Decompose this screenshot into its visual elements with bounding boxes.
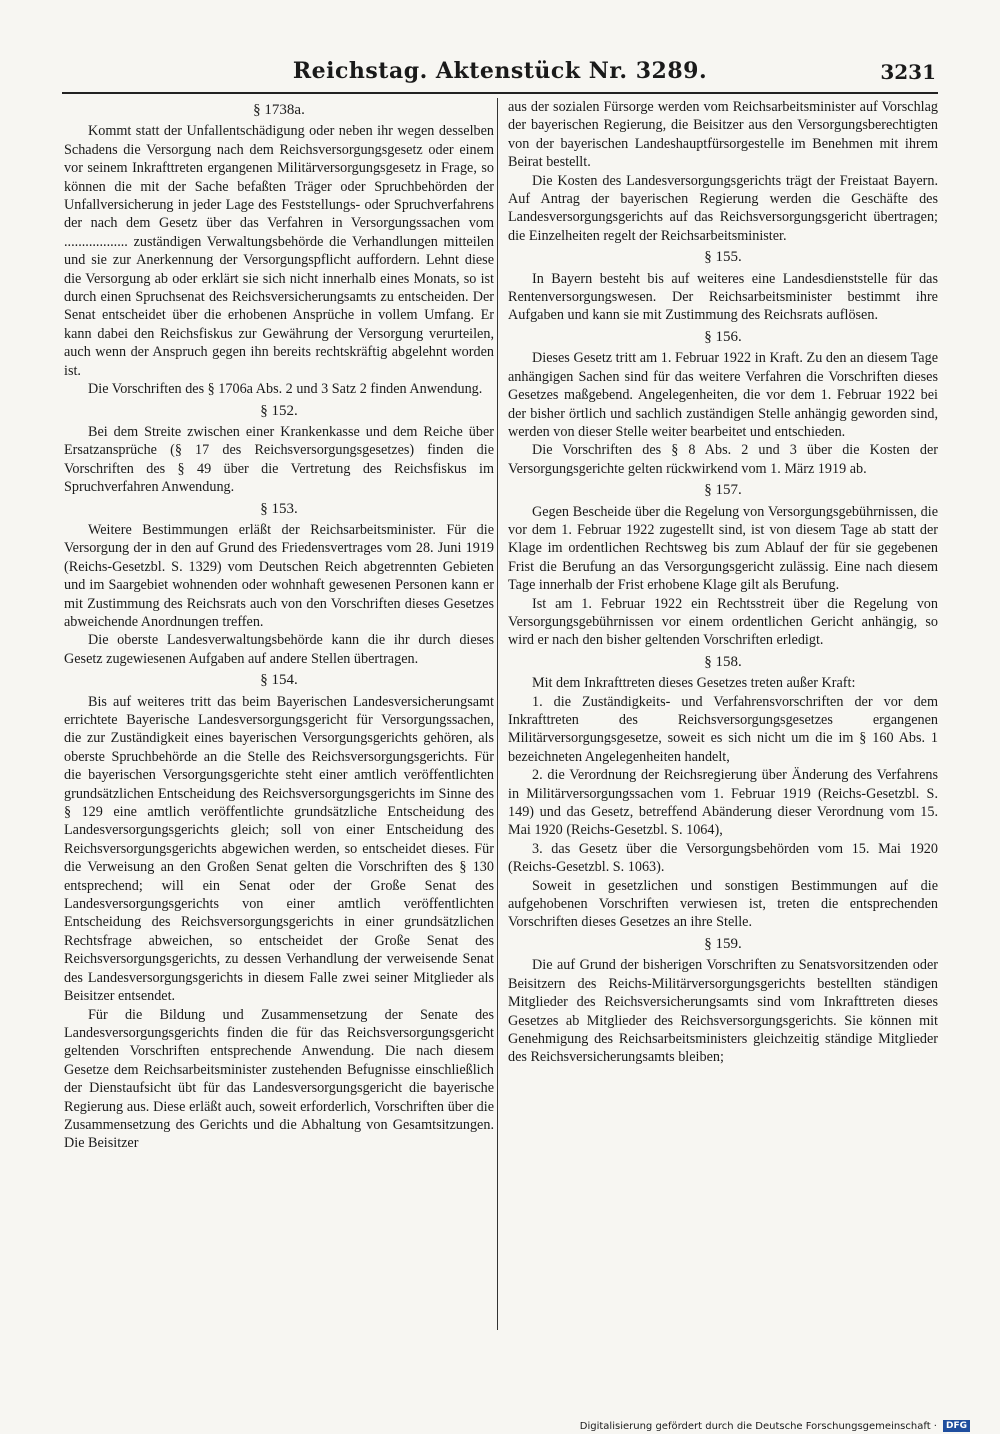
paragraph: aus der sozialen Fürsorge werden vom Reichsarbeitsminister auf Vorschlag der bayerischen Regierung, die Beisitzer aus den Versorgungsberechtigten von der bayerischen Landeshauptfürsorgestelle im Benehmen mit ihrem Beirat bestellt. [508, 99, 938, 171]
paragraph: Die Kosten des Landesversorgungsgerichts trägt der Freistaat Bayern. Auf Antrag der bayerischen Regierung werden die Geschäfte des Landesversorgungsgerichts auf das Reichsversorgungsgericht übertragen; die Einzelheiten regelt der Reichsarbeitsminister. [508, 172, 938, 244]
digitization-credit: Digitalisierung gefördert durch die Deutsche Forschungsgemeinschaft · [579, 1420, 937, 1432]
paragraph: Die Vorschriften des § 8 Abs. 2 und 3 über die Kosten der Versorgungsgerichte gelten rückwirkend vom 1. März 1919 ab. [508, 442, 938, 477]
left-column [64, 98, 494, 1153]
paragraph: Soweit in gesetzlichen und sonstigen Bestimmungen auf die aufgehobenen Vorschriften verwiesen ist, treten die entsprechenden Vorschriften dieses Gesetzes an ihre Stelle. [508, 877, 938, 931]
list-item: 2. die Verordnung der Reichsregierung über Änderung des Verfahrens in Militärversorgungssachen vom 1. Februar 1919 (Reichs-Gesetzbl. S. 149) und das Gesetz, betreffend Abänderung dieser Verordnung vom 15. Mai 1920 (Reichs-Gesetzbl. S. 1064), [508, 767, 938, 839]
column-divider [497, 98, 498, 1330]
right-column [508, 98, 938, 1067]
section-heading: § 159. [704, 935, 742, 952]
paragraph: Die Vorschriften des § 1706a Abs. 2 und 3 Satz 2 finden Anwendung. [88, 381, 483, 398]
paragraph: Weitere Bestimmungen erläßt der Reichsarbeitsminister. Für die Versorgung der in den auf Grund des Friedensvertrages vom 28. Juni 1919 (Reichs-Gesetzbl. S. 1329) vom Deutschen Reich abgetrennten Gebieten und im Saargebiet wohnenden oder wohnhaft gewesenen Personen kann er mit Zustimmung des Reichsrats auch von den Vorschriften dieses Gesetzes abweichende Anordnungen treffen. [64, 521, 494, 630]
paragraph: Bei dem Streite zwischen einer Krankenkasse und dem Reiche über Ersatzansprüche (§ 17 des Reichsversorgungsgesetzes) finden die Vorschriften des § 49 über die Vertretung des Reichsfiskus im Spruchverfahren Anwendung. [64, 423, 494, 496]
paragraph: In Bayern besteht bis auf weiteres eine Landesdienststelle für das Rentenversorgungswesen. Der Reichsarbeitsminister bestimmt ihre Aufgaben und kann sie mit Zustimmung des Reichsrats auflösen. [508, 270, 938, 324]
paragraph: Mit dem Inkrafttreten dieses Gesetzes treten außer Kraft: [532, 675, 856, 692]
running-title: Reichstag. Aktenstück Nr. 3289. [292, 58, 708, 84]
dfg-logo: DFG [943, 1420, 970, 1432]
paragraph: Gegen Bescheide über die Regelung von Versorgungsgebührnissen, die vor dem 1. Februar 1922 zugestellt sind, ist von diesem Tage ab statt der Klage im ordentlichen Rechtsweg bis zum Ablauf der für sie gegebenen Frist die Berufung an das Versorgungsgericht zulässig. Eine nach diesem Tage innerhalb der Frist erhobene Klage gilt als Berufung. [508, 503, 938, 594]
section-heading: § 153. [260, 500, 298, 517]
paragraph: Kommt statt der Unfallentschädigung oder neben ihr wegen desselben Schadens die Versorgung nach dem Reichsversorgungsgesetz oder einem vor seinem Inkrafttreten ergangenen Militärversorgungsgesetz in Frage, so können die mit der Sache befaßten Träger oder Spruchbehörden der Unfallversicherung in jeder Lage des Feststellungs- oder Spruchverfahrens der nach dem Gesetz über das Verfahren in Versorgungssachen vom .................. zuständigen Verwaltungsbehörde die Verhandlungen mitteilen und sie zur Anerkennung der Versorgungspflicht auffordern. Lehnt diese die Versorgung ab oder erklärt sie sich nicht innerhalb eines Monats, so ist durch einen Spruchsenat des Reichsversicherungsamts zu entscheiden. Der Senat entscheidet über die erhobenen Ansprüche in vollem Umfang. Er kann dabei den Reichsfiskus zur Gewährung der Versorgung verurteilen, auch wenn der Anspruch gegen ihn bereits rechtskräftig abgelehnt worden ist. [64, 123, 494, 379]
paragraph: Bis auf weiteres tritt das beim Bayerischen Landesversicherungsamt errichtete Bayerische Landesversorgungsgericht für Versorgungssachen, die zur Zuständigkeit eines bayerischen Versorgungsgerichts gehören, als oberste Spruchbehörde an die Stelle des Reichsversorgungsgerichts. Für die bayerischen Versorgungsgerichte steht einer amtlich veröffentlichten grundsätzlichen Entscheidung des Reichsversorgungsgerichts im Sinne des § 129 eine amtlich veröffentlichte grundsätzliche Entscheidung des Landesversorgungsgerichts gleich; soll von einer Entscheidung des Reichsversorgungsgerichts abgewichen werden, so entscheidet dieses. Für die Verweisung an den Großen Senat gelten die Vorschriften des § 130 entsprechend; will ein Senat oder der Große Senat des Landesversorgungsgerichts von einer amtlich veröffentlichten Entscheidung des Reichsversorgungsgerichts in einer grundsätzlichen Rechtsfrage abweichen, so entscheidet der Große Senat des Reichsversorgungsgerichts, zu dessen Verhandlung der verweisende Senat des Landesversorgungsgerichts in diesem Falle zwei seiner Mitglieder als Beisitzer entsendet. [64, 693, 494, 1005]
section-heading: § 158. [704, 653, 742, 670]
paragraph: Die auf Grund der bisherigen Vorschriften zu Senatsvorsitzenden oder Beisitzern des Reichs-Militärversorgungsgerichts bestellten ständigen Mitglieder des Reichsversicherungsamts sind vom Inkrafttreten dieses Gesetzes ab Mitglieder des Reichsversorgungsgerichts. Sie können mit Genehmigung des Reichsarbeitsministers gleichzeitig ständige Mitglieder des Reichsversicherungsamts bleiben; [508, 957, 938, 1066]
list-item: 3. das Gesetz über die Versorgungsbehörden vom 15. Mai 1920 (Reichs-Gesetzbl. S. 1063). [508, 840, 938, 876]
paragraph: Dieses Gesetz tritt am 1. Februar 1922 in Kraft. Zu den an diesem Tage anhängigen Sachen sind für das weitere Verfahren die Vorschriften dieses Gesetzes maßgebend. Angelegenheiten, die vor dem 1. Februar 1922 bei der bisher örtlich und sachlich zuständigen Stelle anhängig geworden sind, werden von dieser Stelle weiter bearbeitet und entschieden. [508, 350, 938, 440]
paragraph: Die oberste Landesverwaltungsbehörde kann die ihr durch dieses Gesetz zugewiesenen Aufgaben auf andere Stellen übertragen. [64, 632, 494, 667]
paragraph: Für die Bildung und Zusammensetzung der Senate des Landesversorgungsgerichts finden die für das Reichsversorgungsgericht geltenden Vorschriften entsprechende Anwendung. Die nach diesem Gesetze dem Reichsarbeitsminister zustehenden Befugnisse einschließlich der Dienstaufsicht übt für das Landesversorgungsgericht die bayerische Regierung aus. Diese erläßt auch, soweit erforderlich, Vorschriften über die Zusammensetzung des Gerichts und die Abhaltung von Gesamtsitzungen. Die Beisitzer [64, 1006, 494, 1152]
section-heading: § 152. [260, 402, 298, 419]
list-item: 1. die Zuständigkeits- und Verfahrensvorschriften der vor dem Inkrafttreten des Reichsversorgungsgesetzes ergangenen Militärversorgungsgesetze, soweit es sich nicht um die im § 160 Abs. 1 bezeichneten Angelegenheiten handelt, [508, 693, 938, 765]
header-rule [62, 92, 938, 94]
section-heading: § 156. [704, 328, 742, 345]
paragraph: Ist am 1. Februar 1922 ein Rechtsstreit über die Regelung von Versorgungsgebührnissen vor einem ordentlichen Gericht anhängig, so wird er nach den bisher geltenden Vorschriften erledigt. [508, 595, 938, 649]
section-heading: § 157. [704, 482, 742, 499]
section-heading: § 1738a. [253, 102, 305, 118]
page-header [0, 52, 1000, 92]
section-heading: § 154. [260, 672, 298, 689]
page-number: 3231 [880, 60, 936, 84]
section-heading: § 155. [704, 249, 742, 266]
footer [580, 1420, 970, 1432]
